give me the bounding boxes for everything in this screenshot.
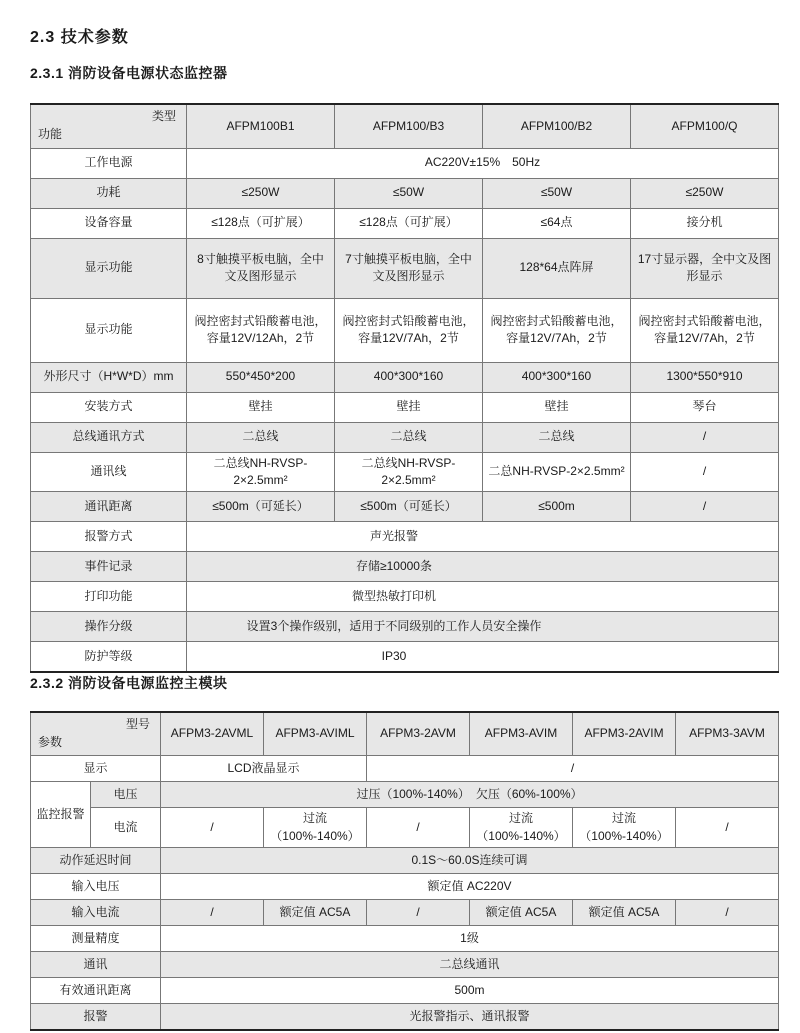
table-row: [31, 552, 779, 582]
value-cell: 二总线NH-RVSP-2×2.5mm²: [335, 452, 483, 492]
row-label-cell: 通讯距离: [31, 492, 187, 522]
table-row: [31, 422, 779, 452]
value-cell: 二总线NH-RVSP-2×2.5mm²: [187, 452, 335, 492]
table-row: [31, 178, 779, 208]
section-title: 2.3 技术参数: [30, 29, 129, 46]
value-cell: 额定值 AC5A: [264, 900, 367, 926]
value-cell: 光报警指示、通讯报警: [161, 1004, 779, 1030]
value-cell: IP30: [187, 642, 779, 672]
value-cell: 400*300*160: [335, 362, 483, 392]
corner-header-cell: [31, 712, 161, 756]
row-label-cell: 功耗: [31, 178, 187, 208]
value-cell: 阀控密封式铅酸蓄电池，容量12V/7Ah，2节: [335, 298, 483, 362]
value-cell: ≤500m（可延长）: [187, 492, 335, 522]
column-header-afpm3-aviml: AFPM3-AVIML: [264, 712, 367, 756]
value-cell: 1300*550*910: [631, 362, 779, 392]
table-row: [31, 756, 779, 782]
value-cell: 接分机: [631, 208, 779, 238]
value-cell: /: [161, 900, 264, 926]
value-cell: ≤50W: [483, 178, 631, 208]
row-label-cell: 显示: [31, 756, 161, 782]
value-cell: /: [631, 492, 779, 522]
row-label-cell: 通讯线: [31, 452, 187, 492]
row-sublabel-cell: 电流: [91, 808, 161, 848]
value-cell: 550*450*200: [187, 362, 335, 392]
table-row: [31, 362, 779, 392]
table-row: [31, 848, 779, 874]
value-cell: ≤250W: [631, 178, 779, 208]
table-header-row: [31, 104, 779, 148]
table-row: [31, 392, 779, 422]
value-cell: 设置3个操作级别，适用于不同级别的工作人员安全操作: [187, 612, 779, 642]
table-row: [31, 148, 779, 178]
table-row: [31, 926, 779, 952]
value-cell: /: [161, 808, 264, 848]
value-cell: 400*300*160: [483, 362, 631, 392]
value-cell: ≤128点（可扩展）: [335, 208, 483, 238]
value-cell: 过压（100%-140%） 欠压（60%-100%）: [161, 782, 779, 808]
value-cell: ≤50W: [335, 178, 483, 208]
table-row: [31, 782, 779, 808]
value-cell: 1级: [161, 926, 779, 952]
corner-header-cell: [31, 104, 187, 148]
value-cell: 微型热敏打印机: [187, 582, 779, 612]
row-label-cell: 报警方式: [31, 522, 187, 552]
row-label-cell: 打印功能: [31, 582, 187, 612]
table-row: [31, 978, 779, 1004]
column-header-afpm100b2: AFPM100/B2: [483, 104, 631, 148]
value-cell: 声光报警: [187, 522, 779, 552]
subsection-title-monitor: 2.3.1 消防设备电源状态监控器: [30, 65, 228, 81]
value-cell: ≤500m: [483, 492, 631, 522]
value-cell: 二总线: [483, 422, 631, 452]
table-row: [31, 208, 779, 238]
row-label-cell: 有效通讯距离: [31, 978, 161, 1004]
value-cell: 二总NH-RVSP-2×2.5mm²: [483, 452, 631, 492]
row-label-cell: 总线通讯方式: [31, 422, 187, 452]
table-row: [31, 952, 779, 978]
value-cell: 琴台: [631, 392, 779, 422]
value-cell: 额定值 AC5A: [470, 900, 573, 926]
value-cell: 500m: [161, 978, 779, 1004]
corner-model-label: 型号: [125, 716, 150, 731]
value-cell: 二总线: [335, 422, 483, 452]
value-cell: ≤250W: [187, 178, 335, 208]
value-cell: /: [367, 900, 470, 926]
value-cell: 存储≥10000条: [187, 552, 779, 582]
value-cell: 过流（100%-140%）: [264, 808, 367, 848]
column-header-afpm100q: AFPM100/Q: [631, 104, 779, 148]
afpm100-parameters-table: [30, 103, 779, 673]
row-label-cell: 输入电压: [31, 874, 161, 900]
value-cell: 二总线: [187, 422, 335, 452]
row-sublabel-cell: 电压: [91, 782, 161, 808]
table-row: [31, 808, 779, 848]
value-cell: /: [367, 808, 470, 848]
corner-type-label: 类型: [151, 109, 176, 123]
value-cell: 阀控密封式铅酸蓄电池，容量12V/7Ah，2节: [483, 298, 631, 362]
column-header-afpm3-2avim: AFPM3-2AVIM: [573, 712, 676, 756]
value-cell: 额定值 AC5A: [573, 900, 676, 926]
value-cell: 过流（100%-140%）: [573, 808, 676, 848]
row-group-label-cell: 监控报警: [31, 782, 91, 848]
row-label-cell: 测量精度: [31, 926, 161, 952]
row-label-cell: 报警: [31, 1004, 161, 1030]
row-label-cell: 输入电流: [31, 900, 161, 926]
value-cell: 额定值 AC220V: [161, 874, 779, 900]
row-label-cell: 事件记录: [31, 552, 187, 582]
corner-function-label: 功能: [38, 127, 63, 142]
value-cell: /: [676, 900, 779, 926]
value-cell: 17寸显示器，全中文及图形显示: [631, 238, 779, 298]
table-row: [31, 642, 779, 672]
corner-parameter-label: 参数: [38, 734, 63, 749]
value-cell: /: [631, 422, 779, 452]
value-cell: 过流（100%-140%）: [470, 808, 573, 848]
value-cell: 0.1S～60.0S连续可调: [161, 848, 779, 874]
row-label-cell: 安装方式: [31, 392, 187, 422]
row-label-cell: 动作延迟时间: [31, 848, 161, 874]
value-cell: 8寸触摸平板电脑，全中文及图形显示: [187, 238, 335, 298]
column-header-afpm3-2avm: AFPM3-2AVM: [367, 712, 470, 756]
value-cell: 128*64点阵屏: [483, 238, 631, 298]
value-cell: ≤64点: [483, 208, 631, 238]
table-row: [31, 492, 779, 522]
column-header-afpm3-2avml: AFPM3-2AVML: [161, 712, 264, 756]
row-label-cell: 显示功能: [31, 238, 187, 298]
subsection-title-module: 2.3.2 消防设备电源监控主模块: [30, 674, 228, 691]
table-row: [31, 612, 779, 642]
column-header-afpm3-3avm: AFPM3-3AVM: [676, 712, 779, 756]
row-label-cell: 外形尺寸（H*W*D）mm: [31, 362, 187, 392]
value-cell: 7寸触摸平板电脑，全中文及图形显示: [335, 238, 483, 298]
row-label-cell: 操作分级: [31, 612, 187, 642]
column-header-afpm100b3: AFPM100/B3: [335, 104, 483, 148]
row-label-cell: 显示功能: [31, 298, 187, 362]
table-row: [31, 582, 779, 612]
row-label-cell: 工作电源: [31, 148, 187, 178]
afpm3-parameters-table: [30, 711, 779, 1031]
table-row: [31, 900, 779, 926]
column-header-afpm3-avim: AFPM3-AVIM: [470, 712, 573, 756]
value-cell: LCD液晶显示: [161, 756, 367, 782]
value-cell: 壁挂: [187, 392, 335, 422]
row-label-cell: 防护等级: [31, 642, 187, 672]
value-cell: ≤128点（可扩展）: [187, 208, 335, 238]
table-header-row: [31, 712, 779, 756]
value-cell: ≤500m（可延长）: [335, 492, 483, 522]
table-row: [31, 522, 779, 552]
table-row: [31, 298, 779, 362]
value-cell: 阀控密封式铅酸蓄电池，容量12V/12Ah，2节: [187, 298, 335, 362]
column-header-afpm100b1: AFPM100B1: [187, 104, 335, 148]
value-cell: /: [367, 756, 779, 782]
value-cell: /: [676, 808, 779, 848]
value-cell: 壁挂: [483, 392, 631, 422]
row-label-cell: 设备容量: [31, 208, 187, 238]
value-cell: /: [631, 452, 779, 492]
value-cell: 二总线通讯: [161, 952, 779, 978]
row-label-cell: 通讯: [31, 952, 161, 978]
value-cell: 壁挂: [335, 392, 483, 422]
value-cell: AC220V±15% 50Hz: [187, 148, 779, 178]
table-row: [31, 452, 779, 492]
table-row: [31, 1004, 779, 1030]
table-row: [31, 238, 779, 298]
table-row: [31, 874, 779, 900]
value-cell: 阀控密封式铅酸蓄电池，容量12V/7Ah，2节: [631, 298, 779, 362]
